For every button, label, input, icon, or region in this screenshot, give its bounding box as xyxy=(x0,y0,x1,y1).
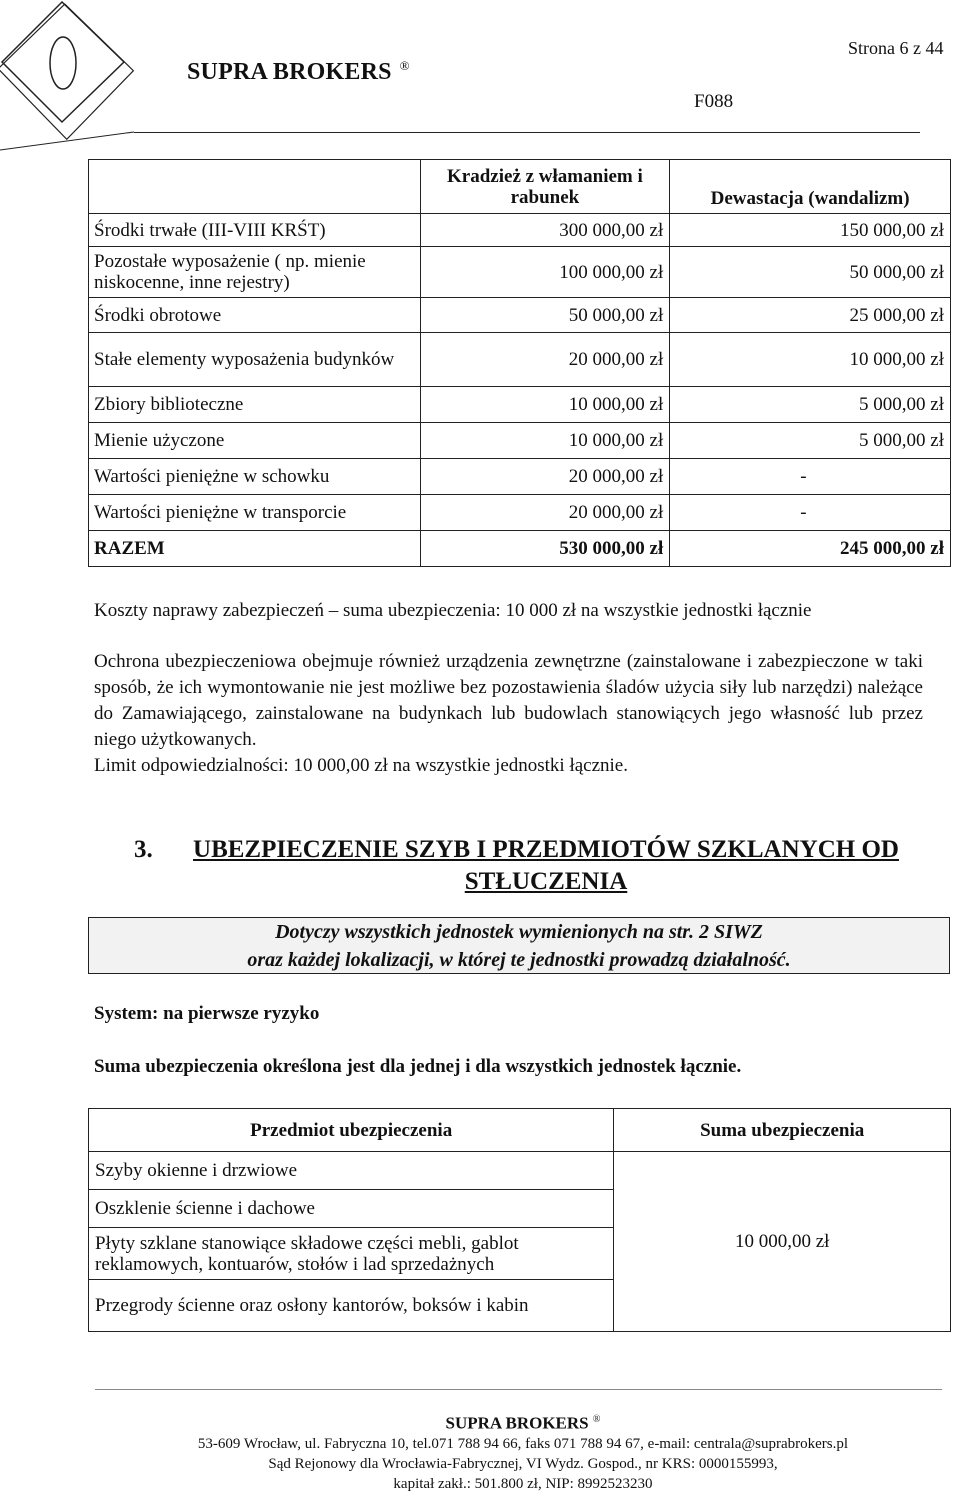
theft-value: 10 000,00 zł xyxy=(420,387,670,423)
table-row xyxy=(89,214,951,247)
table-header-row xyxy=(89,1109,951,1152)
scope-box xyxy=(88,917,950,974)
scope-line-2: oraz każdej lokalizacji, w której te jednostki prowadzą działalność. xyxy=(247,949,791,971)
protection-paragraph xyxy=(94,649,923,779)
table-row xyxy=(89,459,951,495)
glass-insurance-table xyxy=(88,1108,951,1332)
header-divider xyxy=(134,132,920,133)
vandalism-value: - xyxy=(670,459,951,495)
system-note: System: na pierwsze ryzyko xyxy=(94,1003,320,1024)
repair-costs-note: Koszty naprawy zabezpieczeń – suma ubezpieczenia: 10 000 zł na wszystkie jednostki łącznie xyxy=(94,600,812,621)
sum-insured-note: Suma ubezpieczenia określona jest dla jednej i dla wszystkich jednostek łącznie. xyxy=(94,1056,742,1077)
vandalism-value: 5 000,00 zł xyxy=(670,387,951,423)
theft-value: 20 000,00 zł xyxy=(420,333,670,387)
theft-vandalism-limits-table xyxy=(88,159,951,567)
section-number: 3. xyxy=(134,836,153,863)
row-label: Zbiory biblioteczne xyxy=(89,387,421,423)
footer-divider xyxy=(95,1389,942,1390)
vandalism-value: 50 000,00 zł xyxy=(670,247,951,298)
row-label: Pozostałe wyposażenie ( np. mienie niskocenne, inne rejestry) xyxy=(89,247,421,298)
footer-capital: kapitał zakł.: 501.800 zł, NIP: 8992523230 xyxy=(393,1475,653,1492)
section-3-heading xyxy=(134,834,924,898)
theft-value: 300 000,00 zł xyxy=(420,214,670,247)
protection-text: Ochrona ubezpieczeniowa obejmuje również urządzenia zewnętrzne (zainstalowane i zabezpieczone w taki sposób, że ich wymontowanie nie jest możliwe bez pozostawienia śladów użycia siły lub narzędzi) należące do Zamawiającego, zainstalowane na budynkach lub budowlach stanowiących jego własność lub przez niego użytkowanych. xyxy=(94,651,923,750)
insured-item: Szyby okienne i drzwiowe xyxy=(89,1152,614,1190)
theft-value: 50 000,00 zł xyxy=(420,298,670,333)
header-cell-empty xyxy=(89,160,421,214)
supra-brokers-logo xyxy=(0,0,165,165)
footer-brand: SUPRA BROKERS ® xyxy=(445,1413,601,1433)
vandalism-value: 5 000,00 zł xyxy=(670,423,951,459)
header-subject: Przedmiot ubezpieczenia xyxy=(89,1109,614,1152)
sum-insured-value: 10 000,00 zł xyxy=(614,1152,951,1332)
vandalism-value: 25 000,00 zł xyxy=(670,298,951,333)
table-header-row xyxy=(89,160,951,214)
footer-court: Sąd Rejonowy dla Wrocławia-Fabrycznej, VI Wydz. Gospod., nr KRS: 0000155993, xyxy=(268,1455,778,1472)
theft-value: 20 000,00 zł xyxy=(420,495,670,531)
row-label: Środki trwałe (III-VIII KRŚT) xyxy=(89,214,421,247)
row-label: Środki obrotowe xyxy=(89,298,421,333)
insured-item: Oszklenie ścienne i dachowe xyxy=(89,1190,614,1228)
page-number: Strona 6 z 44 xyxy=(848,38,944,58)
theft-value: 100 000,00 zł xyxy=(420,247,670,298)
table-row xyxy=(89,1152,951,1190)
row-label: Stałe elementy wyposażenia budynków xyxy=(89,333,421,387)
header-sum: Suma ubezpieczenia xyxy=(614,1109,951,1152)
vandalism-value: - xyxy=(670,495,951,531)
row-label: Wartości pieniężne w schowku xyxy=(89,459,421,495)
table-row xyxy=(89,298,951,333)
theft-value: 10 000,00 zł xyxy=(420,423,670,459)
liability-limit: Limit odpowiedzialności: 10 000,00 zł na wszystkie jednostki łącznie. xyxy=(94,755,628,776)
document-id: F088 xyxy=(694,91,734,112)
brand-name: SUPRA BROKERS ® xyxy=(187,58,410,85)
table-row xyxy=(89,247,951,298)
section-title: UBEZPIECZENIE SZYB I PRZEDMIOTÓW SZKLANYCH OD STŁUCZENIA xyxy=(193,836,899,895)
theft-value: 20 000,00 zł xyxy=(420,459,670,495)
vandalism-value: 150 000,00 zł xyxy=(670,214,951,247)
table-row xyxy=(89,333,951,387)
insured-item: Przegrody ścienne oraz osłony kantorów, boksów i kabin xyxy=(89,1280,614,1332)
row-label: Wartości pieniężne w transporcie xyxy=(89,495,421,531)
total-label: RAZEM xyxy=(89,531,421,567)
table-row xyxy=(89,387,951,423)
footer xyxy=(0,1410,960,1494)
header-theft: Kradzież z włamaniem i rabunek xyxy=(420,160,670,214)
table-row xyxy=(89,423,951,459)
footer-address: 53-609 Wrocław, ul. Fabryczna 10, tel.071 788 94 66, faks 071 788 94 67, e-mail: centrala@suprabrokers.pl xyxy=(197,1435,849,1452)
row-label: Mienie użyczone xyxy=(89,423,421,459)
scope-line-1: Dotyczy wszystkich jednostek wymienionych na str. 2 SIWZ xyxy=(275,921,763,943)
insured-item: Płyty szklane stanowiące składowe części mebli, gablot reklamowych, kontuarów, stołów i lad sprzedażnych xyxy=(89,1228,614,1280)
total-vandalism: 245 000,00 zł xyxy=(670,531,951,567)
vandalism-value: 10 000,00 zł xyxy=(670,333,951,387)
total-theft: 530 000,00 zł xyxy=(420,531,670,567)
table-row xyxy=(89,495,951,531)
table-total-row xyxy=(89,531,951,567)
header-vandalism: Dewastacja (wandalizm) xyxy=(670,160,951,214)
